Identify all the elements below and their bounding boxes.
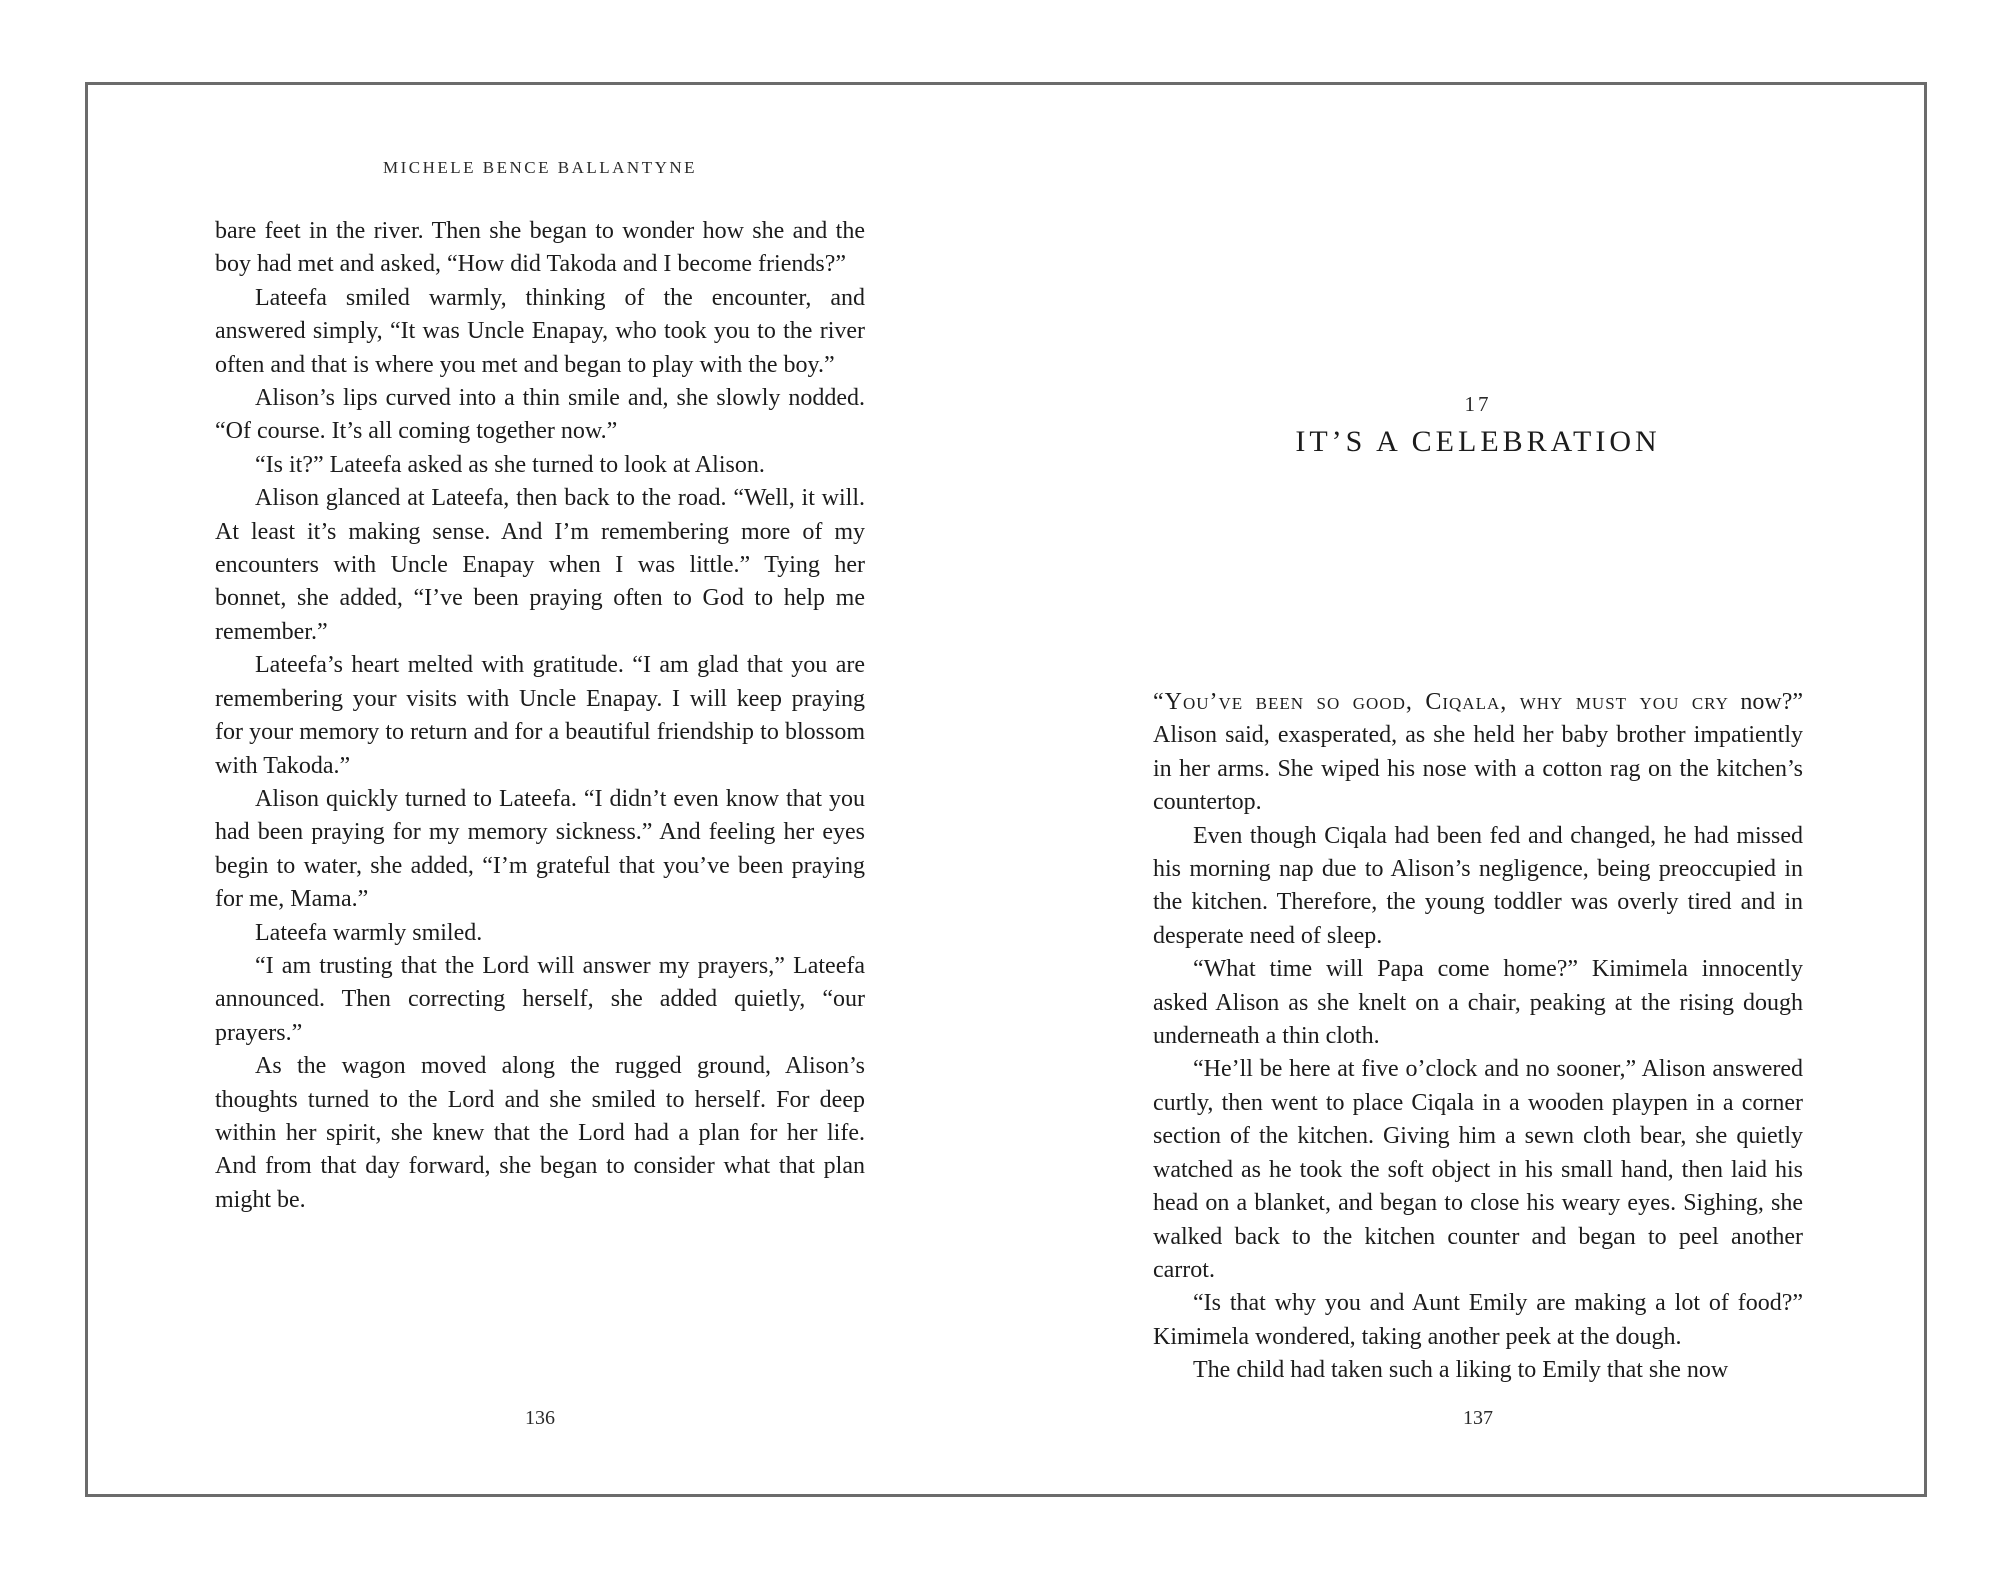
paragraph: “What time will Papa come home?” Kimimela innocently asked Alison as she knelt on a chair, peaking at the rising dough underneath a thin cloth. bbox=[1153, 956, 1803, 1050]
chapter-number: 17 bbox=[1464, 392, 1492, 416]
paragraph: “Is that why you and Aunt Emily are making a lot of food?” Kimimela wondered, taking another peek at the dough. bbox=[1153, 1290, 1803, 1350]
right-page-text bbox=[1153, 686, 1803, 1388]
paragraph: Alison glanced at Lateefa, then back to the road. “Well, it will. At least it’s making sense. And I’m remembering more of my encounters with Uncle Enapay when I was little.” Tying her bonnet, she added, “I’ve been praying often to God to help me remember.” bbox=[215, 485, 865, 645]
opening-smallcaps: “You’ve been so good, Ciqala, why must you cry bbox=[1153, 689, 1729, 715]
left-page-text bbox=[215, 215, 865, 1217]
opening-paragraph bbox=[1153, 686, 1803, 820]
right-page bbox=[1153, 85, 1803, 1494]
paragraph: “Is it?” Lateefa asked as she turned to look at Alison. bbox=[255, 451, 765, 478]
paragraph: The child had taken such a liking to Emily that she now bbox=[1193, 1357, 1729, 1384]
paragraph: “He’ll be here at five o’clock and no sooner,” Alison answered curtly, then went to place Ciqala in a wooden playpen in a corner section of the kitchen. Giving him a sewn cloth bear, she quietly watched as he took the soft object in his small hand, then laid his head on a blanket, and began to close his weary eyes. Sighing, she walked back to the kitchen counter and began to peel another carrot. bbox=[1153, 1056, 1803, 1283]
paragraph: Even though Ciqala had been fed and changed, he had missed his morning nap due to Alison’s negligence, being preoccupied in the kitchen. Therefore, the young toddler was overly tired and in desperate need of sleep. bbox=[1153, 822, 1803, 949]
paragraph: “I am trusting that the Lord will answer my prayers,” Lateefa announced. Then correcting herself, she added quietly, “our prayers.” bbox=[215, 952, 865, 1046]
page-number: 136 bbox=[525, 1407, 555, 1429]
book-spread bbox=[85, 82, 1927, 1497]
paragraph: Alison’s lips curved into a thin smile and, she slowly nodded. “Of course. It’s all coming together now.” bbox=[215, 385, 865, 445]
running-head: MICHELE BENCE BALLANTYNE bbox=[382, 158, 698, 177]
paragraph: Lateefa warmly smiled. bbox=[255, 919, 483, 946]
chapter-title: IT’S A CELEBRATION bbox=[1295, 425, 1661, 458]
paragraph: bare feet in the river. Then she began to wonder how she and the boy had met and asked, “How did Takoda and I become friends?” bbox=[215, 218, 865, 278]
paragraph: As the wagon moved along the rugged ground, Alison’s thoughts turned to the Lord and she smiled to herself. For deep within her spirit, she knew that the Lord had a plan for her life. And from that day forward, she began to consider what that plan might be. bbox=[215, 1053, 865, 1213]
page-number: 137 bbox=[1463, 1407, 1493, 1429]
paragraph: Alison quickly turned to Lateefa. “I didn’t even know that you had been praying for my memory sickness.” And feeling her eyes begin to water, she added, “I’m grateful that you’ve been praying for me, Mama.” bbox=[215, 785, 865, 913]
paragraph: Lateefa’s heart melted with gratitude. “I am glad that you are remembering your visits with Uncle Enapay. I will keep praying for your memory to return and for a beautiful friendship to blossom with Takoda.” bbox=[215, 652, 865, 779]
left-page bbox=[215, 85, 865, 1494]
paragraph: Lateefa smiled warmly, thinking of the encounter, and answered simply, “It was Uncle Enapay, who took you to the river often and that is where you met and began to play with the boy.” bbox=[215, 284, 865, 378]
opening-paragraph-text: now?” Alison said, exasperated, as she held her baby brother impatiently in her arms. She wiped his nose with a cotton rag on the kitchen’s countertop. bbox=[1153, 689, 1803, 816]
